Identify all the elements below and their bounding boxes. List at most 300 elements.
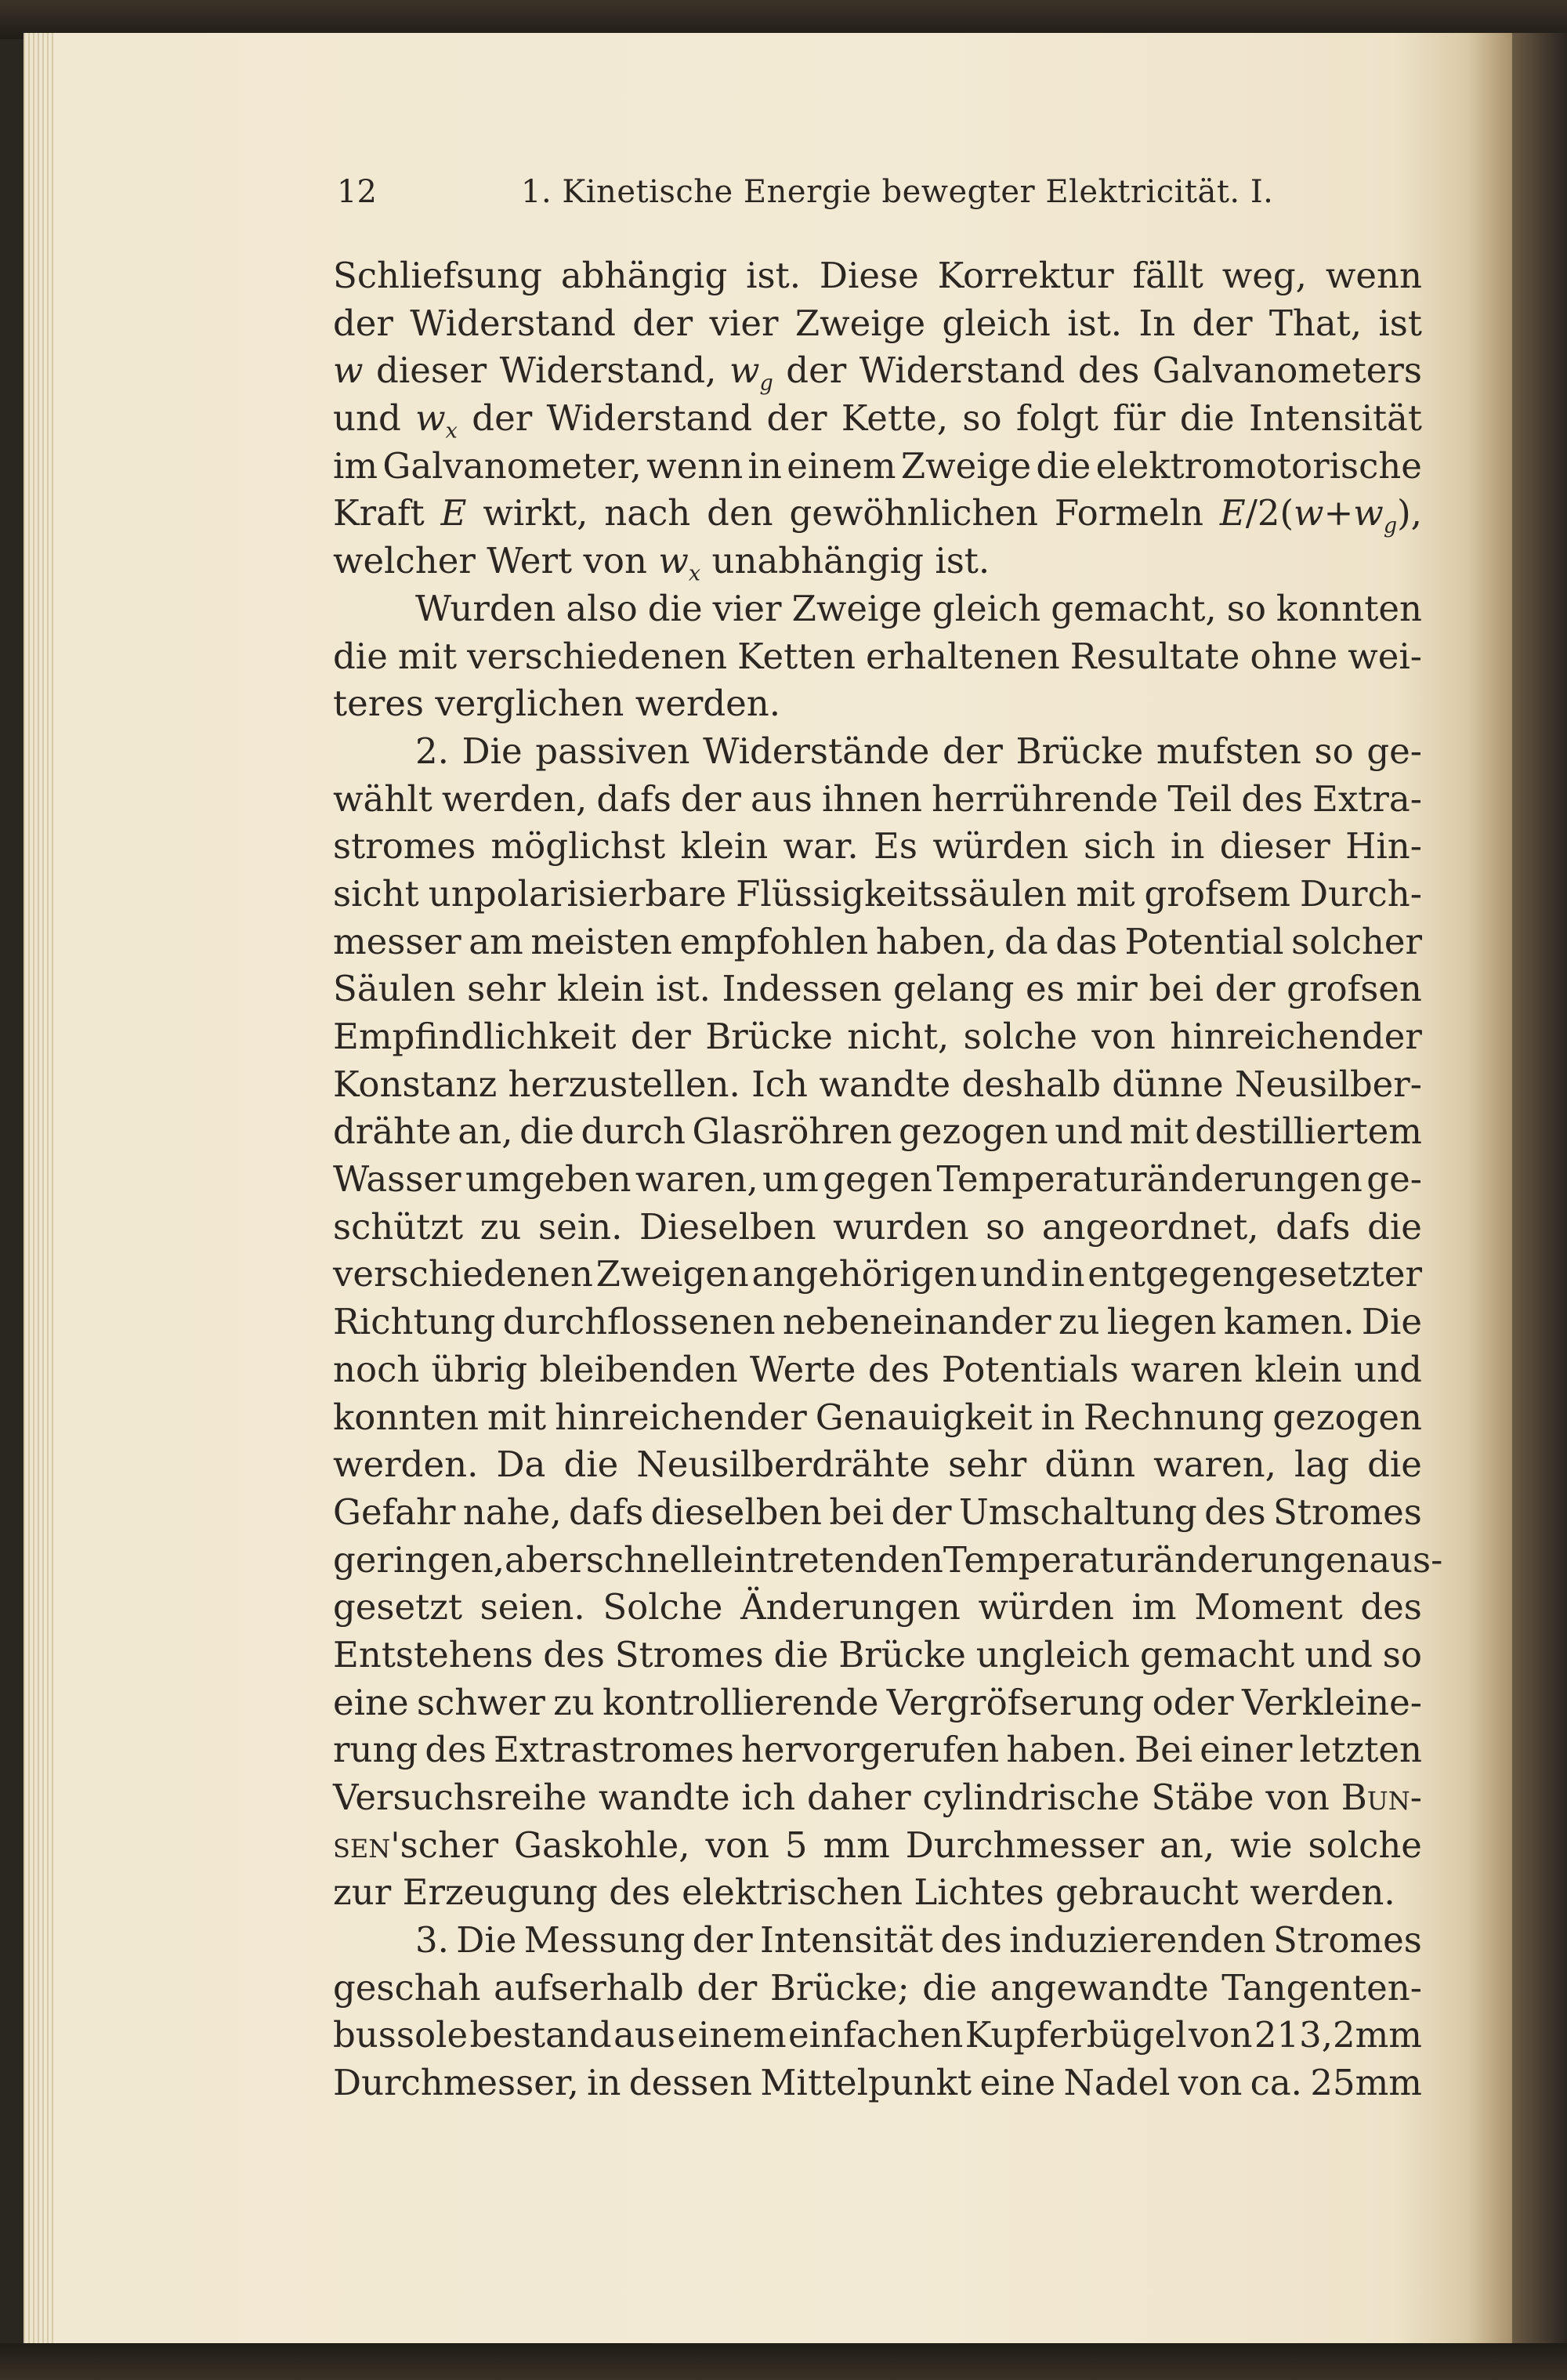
- text-fragment: ca.: [1250, 2062, 1302, 2104]
- text-fragment: es: [1025, 968, 1065, 1010]
- text-fragment: aufserhalb: [494, 1966, 684, 2009]
- text-fragment: Mittelpunkt: [760, 2062, 972, 2104]
- text-fragment: ),: [1397, 492, 1422, 534]
- text-fragment: im: [1131, 1586, 1177, 1628]
- text-fragment: Wasser: [333, 1158, 461, 1201]
- text-fragment: an,: [1160, 1824, 1215, 1866]
- text-fragment: 2.: [415, 730, 449, 772]
- text-fragment: Extrastromes: [494, 1729, 734, 1771]
- text-fragment: Stromes: [1272, 1491, 1422, 1533]
- text-fragment: Durch-: [1299, 872, 1422, 915]
- text-fragment: nebeneinander: [782, 1301, 1051, 1343]
- text-fragment: Konstanz: [333, 1063, 498, 1105]
- math-symbol: w: [415, 397, 446, 440]
- text-fragment: Richtung: [333, 1301, 496, 1343]
- text-fragment: Bun-: [1341, 1777, 1422, 1818]
- text-fragment: mit: [1129, 1110, 1189, 1153]
- text-fragment: vier: [712, 587, 782, 629]
- text-fragment: eintretenden: [712, 1538, 943, 1581]
- text-fragment: seien.: [480, 1586, 585, 1628]
- text-fragment: der: [1214, 968, 1276, 1010]
- text-fragment: hervorgerufen: [740, 1729, 1000, 1771]
- text-fragment: unpolarisierbare: [428, 872, 727, 915]
- text-fragment: sich: [1084, 825, 1156, 868]
- text-fragment: Brücke;: [769, 1966, 910, 2009]
- text-line: [333, 965, 1422, 1013]
- text-fragment: die: [519, 1110, 574, 1153]
- text-fragment: kamen.: [1223, 1301, 1355, 1343]
- text-fragment: meisten: [530, 920, 672, 962]
- text-fragment: aus-: [1369, 1538, 1443, 1581]
- text-fragment: aber: [505, 1538, 586, 1581]
- text-fragment: Kupferbügel: [964, 2014, 1187, 2056]
- text-fragment: gegen: [823, 1158, 933, 1201]
- text-fragment: gezogen: [1272, 1396, 1422, 1438]
- text-fragment: dessen: [628, 2062, 753, 2104]
- text-fragment: umgeben: [465, 1158, 632, 1201]
- text-fragment: ungleich: [975, 1633, 1131, 1675]
- text-fragment: solche: [1308, 1824, 1422, 1866]
- text-fragment: die: [773, 1633, 829, 1675]
- text-fragment: angewandte: [990, 1966, 1209, 2009]
- text-fragment: des: [867, 1348, 930, 1390]
- text-fragment: Korrektur: [937, 255, 1114, 296]
- text-fragment: der: [680, 777, 741, 820]
- text-fragment: des: [1241, 777, 1303, 820]
- text-fragment: destilliertem: [1195, 1110, 1422, 1153]
- text-fragment: ohne: [1250, 635, 1338, 677]
- text-fragment: so: [1226, 587, 1266, 629]
- text-fragment: daher: [806, 1777, 911, 1818]
- text-fragment: des: [1204, 1491, 1266, 1533]
- text-fragment: abhängig: [560, 255, 728, 296]
- text-fragment: in: [587, 2062, 621, 2104]
- text-line: [333, 1965, 1422, 2012]
- text-fragment: welcher: [333, 540, 476, 582]
- text-fragment: Genauigkeit: [815, 1396, 1033, 1438]
- text-fragment: Temperaturänderungen: [943, 1538, 1370, 1581]
- text-fragment: am: [469, 920, 523, 962]
- text-fragment: werden,: [441, 777, 588, 820]
- text-fragment: herzustellen.: [508, 1063, 740, 1105]
- text-fragment: übrig: [431, 1348, 528, 1390]
- text-line: [333, 1299, 1422, 1346]
- text-fragment: wählt: [333, 777, 432, 820]
- text-fragment: Widerstand,: [499, 350, 717, 392]
- text-fragment: Vergröfserung: [886, 1681, 1145, 1723]
- text-fragment: die: [1367, 1444, 1422, 1486]
- text-fragment: Gaskohle,: [514, 1824, 690, 1866]
- text-line: [333, 395, 1422, 443]
- text-fragment: schnell: [585, 1538, 713, 1581]
- text-fragment: Ketten: [737, 635, 856, 677]
- text-fragment: ist.: [656, 968, 711, 1010]
- text-line: [333, 871, 1422, 918]
- math-symbol: E: [440, 492, 467, 534]
- text-line: [333, 1251, 1422, 1299]
- text-fragment: 213,2mm: [1254, 2014, 1422, 2056]
- text-fragment: Resultate: [1069, 635, 1240, 677]
- text-fragment: erhaltenen: [866, 635, 1060, 677]
- text-fragment: der: [697, 1966, 758, 2009]
- text-fragment: Neusilberdrähte: [636, 1444, 930, 1486]
- page-number: 12: [337, 174, 377, 210]
- text-fragment: bleibenden: [539, 1348, 738, 1390]
- text-fragment: unabhängig: [711, 540, 924, 582]
- text-fragment: durch: [581, 1110, 686, 1153]
- text-line: [333, 728, 1422, 776]
- text-line: [333, 1726, 1422, 1774]
- text-fragment: entgegengesetzter: [1087, 1253, 1422, 1295]
- text-fragment: Potential: [1124, 920, 1284, 962]
- text-fragment: sicht: [333, 872, 419, 915]
- text-fragment: /2(: [1245, 492, 1294, 534]
- text-fragment: den: [707, 492, 773, 534]
- text-fragment: bestand: [469, 2014, 612, 2056]
- text-fragment: Zweige: [900, 444, 1032, 487]
- text-fragment: empfohlen: [679, 920, 869, 962]
- text-fragment: Zweige: [791, 587, 922, 629]
- text-fragment: Galvanometers: [1152, 350, 1422, 392]
- text-fragment: deshalb: [961, 1063, 1102, 1105]
- text-fragment: einer: [1200, 1729, 1293, 1771]
- text-fragment: so: [986, 1205, 1026, 1248]
- text-fragment: waren,: [1153, 1444, 1276, 1486]
- text-fragment: +: [1323, 492, 1354, 534]
- text-fragment: von: [1188, 2014, 1253, 2056]
- text-fragment: in: [1171, 825, 1205, 868]
- text-line: [333, 1679, 1422, 1727]
- text-fragment: Stromes: [614, 1633, 764, 1675]
- text-fragment: wei-: [1348, 635, 1422, 677]
- math-symbol: w: [1353, 492, 1384, 534]
- text-fragment: Neusilber-: [1234, 1063, 1422, 1105]
- text-fragment: hinreichender: [1170, 1016, 1422, 1057]
- text-fragment: Werte: [750, 1348, 856, 1390]
- text-fragment: wenn: [646, 444, 744, 487]
- text-fragment: gesetzt: [333, 1586, 463, 1628]
- text-fragment: Stäbe: [1151, 1777, 1254, 1818]
- text-fragment: gebraucht: [1055, 1871, 1239, 1914]
- text-fragment: Widerstände: [703, 730, 930, 772]
- text-line: [333, 1061, 1422, 1109]
- text-line: [333, 1204, 1422, 1252]
- text-fragment: Solche: [603, 1586, 723, 1628]
- text-line: [333, 2059, 1422, 2107]
- text-fragment: Empfindlichkeit: [333, 1016, 617, 1057]
- text-fragment: bussole: [333, 2014, 469, 2056]
- text-fragment: Säulen: [333, 968, 456, 1010]
- text-fragment: des: [543, 1633, 605, 1675]
- text-fragment: von: [1178, 2062, 1243, 2104]
- math-symbol: g: [1383, 513, 1398, 538]
- text-line: [333, 2012, 1422, 2059]
- text-fragment: ist.: [935, 540, 990, 582]
- text-fragment: ihnen: [822, 777, 922, 820]
- text-fragment: zu: [1058, 1301, 1100, 1343]
- text-line: [333, 633, 1422, 681]
- text-fragment: einfachen: [788, 2014, 964, 2056]
- text-fragment: des: [609, 1871, 671, 1914]
- text-fragment: von: [705, 1824, 769, 1866]
- text-fragment: Moment: [1194, 1586, 1343, 1628]
- text-fragment: Extra-: [1312, 777, 1422, 820]
- math-symbol: g: [759, 371, 773, 396]
- page-header: [337, 174, 1418, 221]
- text-line: [333, 300, 1422, 348]
- text-line: [333, 1489, 1422, 1537]
- text-fragment: der: [942, 730, 1003, 772]
- text-fragment: dafs: [568, 1491, 644, 1533]
- text-fragment: Intensität: [760, 1919, 933, 1962]
- text-fragment: und: [1354, 1348, 1422, 1390]
- text-fragment: in: [1051, 1253, 1085, 1295]
- text-fragment: des: [1077, 350, 1140, 392]
- text-fragment: nach: [604, 492, 691, 534]
- running-head: 1. Kinetische Energie bewegter Elektricität. I.: [521, 174, 1274, 210]
- text-fragment: dieser: [1219, 825, 1330, 868]
- text-fragment: die: [333, 635, 388, 677]
- text-fragment: Die: [456, 1919, 517, 1962]
- text-fragment: dieser: [376, 350, 487, 392]
- text-fragment: Schliefsung: [333, 255, 542, 296]
- text-fragment: gemacht: [1140, 1633, 1295, 1675]
- text-fragment: verschiedenen: [333, 1253, 593, 1295]
- math-symbol: w: [729, 350, 760, 392]
- text-fragment: mit: [1076, 872, 1135, 915]
- text-fragment: geringen,: [333, 1538, 505, 1581]
- text-fragment: Kraft: [333, 492, 425, 534]
- text-fragment: Widerstand: [546, 397, 753, 440]
- text-fragment: angehörigen: [751, 1253, 978, 1295]
- text-line: [333, 1394, 1422, 1442]
- text-fragment: dafs: [596, 777, 671, 820]
- text-fragment: That,: [1268, 302, 1363, 344]
- text-fragment: Hin-: [1345, 825, 1422, 868]
- text-fragment: vier: [709, 302, 779, 344]
- text-fragment: haben.: [1006, 1729, 1127, 1771]
- text-fragment: letzten: [1299, 1729, 1422, 1771]
- text-fragment: verschiedenen: [467, 635, 728, 677]
- text-fragment: dieselben: [650, 1491, 823, 1533]
- text-fragment: Diese: [819, 255, 919, 296]
- text-fragment: um: [762, 1158, 819, 1201]
- text-fragment: zu: [553, 1681, 595, 1723]
- text-fragment: weg,: [1221, 255, 1307, 296]
- text-fragment: Durchmesser,: [333, 2062, 579, 2104]
- text-fragment: und: [1305, 1633, 1373, 1675]
- text-fragment: noch: [333, 1348, 420, 1390]
- text-fragment: an,: [458, 1110, 513, 1153]
- math-symbol: w: [333, 350, 364, 392]
- text-fragment: induzierenden: [1009, 1919, 1266, 1962]
- text-fragment: wandte: [819, 1063, 951, 1105]
- text-fragment: teres: [333, 683, 424, 725]
- text-fragment: dünn: [1044, 1444, 1136, 1486]
- text-fragment: sehr: [948, 1444, 1027, 1486]
- text-fragment: würden: [932, 825, 1069, 868]
- text-fragment: von: [1265, 1777, 1330, 1818]
- text-fragment: haben,: [875, 920, 997, 962]
- text-fragment: wie: [1230, 1824, 1293, 1866]
- text-fragment: grofsen: [1287, 968, 1422, 1010]
- text-fragment: Flüssigkeitssäulen: [736, 872, 1067, 915]
- text-fragment: Brücke: [705, 1016, 833, 1057]
- math-symbol: x: [445, 418, 458, 444]
- text-fragment: werden.: [635, 683, 781, 725]
- text-fragment: Nadel: [1063, 2062, 1171, 2104]
- text-fragment: schützt: [333, 1205, 464, 1248]
- text-fragment: lag: [1294, 1444, 1350, 1486]
- text-line: [333, 1013, 1422, 1061]
- text-fragment: werden.: [333, 1444, 479, 1486]
- text-fragment: elektrischen: [682, 1871, 903, 1914]
- text-fragment: der: [891, 1491, 952, 1533]
- math-symbol: E: [1219, 492, 1246, 534]
- text-line: [333, 1774, 1422, 1822]
- page-stack-edge: [24, 33, 55, 2349]
- body-text: [333, 252, 1443, 2107]
- text-fragment: waren: [1131, 1348, 1243, 1390]
- text-fragment: der: [333, 302, 393, 344]
- text-fragment: durchflossenen: [502, 1301, 776, 1343]
- text-fragment: konnten: [333, 1396, 480, 1438]
- text-fragment: mir: [1076, 968, 1138, 1010]
- text-fragment: Galvanometer,: [382, 444, 642, 487]
- text-fragment: die: [922, 1966, 978, 2009]
- text-line: [333, 680, 1422, 728]
- text-fragment: in: [747, 444, 782, 487]
- text-line: [333, 1869, 1422, 1917]
- text-fragment: Versuchsreihe: [333, 1777, 588, 1818]
- text-fragment: liegen: [1106, 1301, 1217, 1343]
- text-fragment: Zweige: [794, 302, 926, 344]
- text-fragment: Entstehens: [333, 1633, 534, 1675]
- text-fragment: solcher: [1291, 920, 1422, 962]
- text-fragment: ist.: [1067, 302, 1123, 344]
- text-fragment: elektromotorische: [1095, 444, 1422, 487]
- text-fragment: Wert: [487, 540, 573, 582]
- text-fragment: Rechnung: [1083, 1396, 1265, 1438]
- text-line: [333, 1537, 1443, 1585]
- text-fragment: waren,: [635, 1158, 758, 1201]
- text-fragment: Die: [461, 730, 523, 772]
- text-fragment: Stromes: [1272, 1919, 1422, 1962]
- text-fragment: wandte: [598, 1777, 730, 1818]
- text-line: [333, 1632, 1422, 1679]
- text-line: [333, 538, 1422, 585]
- text-line: [333, 1346, 1422, 1394]
- text-fragment: einem: [787, 444, 896, 487]
- text-line: [333, 252, 1422, 300]
- text-fragment: grofsem: [1144, 872, 1291, 915]
- text-line: [333, 1917, 1422, 1965]
- text-fragment: Wurden: [415, 587, 556, 629]
- text-fragment: Tangenten-: [1221, 1966, 1422, 2009]
- text-fragment: die: [1036, 444, 1091, 487]
- text-fragment: da: [1004, 920, 1048, 962]
- text-line: [333, 585, 1422, 633]
- text-fragment: Erzeugung: [402, 1871, 598, 1914]
- text-fragment: würden: [978, 1586, 1114, 1628]
- text-fragment: eine: [979, 2062, 1056, 2104]
- text-line: [333, 347, 1422, 395]
- text-fragment: eine: [333, 1681, 409, 1723]
- book-cover-bottom: [0, 2343, 1567, 2380]
- text-fragment: also: [566, 587, 638, 629]
- text-fragment: so: [1314, 730, 1354, 772]
- text-fragment: ist: [1378, 302, 1422, 344]
- math-symbol: w: [1294, 492, 1324, 534]
- text-fragment: bei: [1149, 968, 1204, 1010]
- text-fragment: ist.: [746, 255, 802, 296]
- text-fragment: nicht,: [847, 1016, 950, 1057]
- text-fragment: mm: [823, 1824, 890, 1866]
- text-fragment: der: [632, 302, 693, 344]
- text-fragment: fällt: [1132, 255, 1203, 296]
- text-fragment: kontrollierende: [603, 1681, 879, 1723]
- text-fragment: schwer: [416, 1681, 545, 1723]
- text-fragment: Indessen: [722, 968, 882, 1010]
- text-fragment: drähte: [333, 1110, 451, 1153]
- text-fragment: wenn: [1325, 255, 1422, 296]
- text-fragment: Glasröhren: [692, 1110, 892, 1153]
- text-fragment: sehr: [467, 968, 546, 1010]
- text-fragment: im: [333, 444, 378, 487]
- text-fragment: nahe,: [462, 1491, 562, 1533]
- text-fragment: Gefahr: [333, 1491, 456, 1533]
- text-fragment: Messung: [523, 1919, 686, 1962]
- math-symbol: w: [658, 540, 689, 582]
- text-fragment: Widerstand: [859, 350, 1066, 392]
- text-fragment: möglichst: [490, 825, 666, 868]
- text-fragment: solche: [963, 1016, 1078, 1057]
- text-fragment: 3.: [415, 1919, 449, 1962]
- text-fragment: die: [563, 1444, 619, 1486]
- text-fragment: Die: [1361, 1301, 1422, 1343]
- text-fragment: Es: [874, 825, 917, 868]
- text-fragment: und: [1055, 1110, 1124, 1153]
- text-fragment: des: [425, 1729, 487, 1771]
- text-fragment: folgt: [1015, 397, 1098, 440]
- text-fragment: geschah: [333, 1966, 481, 2009]
- text-fragment: Änderungen: [740, 1586, 961, 1628]
- text-fragment: Intensität: [1249, 397, 1422, 440]
- text-fragment: die: [1179, 397, 1235, 440]
- text-fragment: ge-: [1366, 1158, 1422, 1201]
- text-fragment: ge-: [1366, 730, 1422, 772]
- text-fragment: gleich: [932, 587, 1041, 629]
- text-fragment: der: [472, 397, 533, 440]
- text-fragment: ich: [741, 1777, 796, 1818]
- text-fragment: passiven: [535, 730, 690, 772]
- text-fragment: der: [766, 397, 827, 440]
- text-fragment: Zweigen: [595, 1253, 749, 1295]
- text-fragment: Durchmesser: [905, 1824, 1145, 1866]
- text-fragment: die: [1367, 1205, 1422, 1248]
- text-fragment: 'scher: [390, 1824, 499, 1866]
- text-fragment: Da: [496, 1444, 546, 1486]
- text-line: [333, 1441, 1422, 1489]
- text-fragment: Lichtes: [914, 1871, 1044, 1914]
- text-fragment: angeordnet,: [1041, 1205, 1259, 1248]
- text-fragment: dünne: [1112, 1063, 1224, 1105]
- text-fragment: sen: [333, 1824, 391, 1866]
- text-fragment: klein: [680, 825, 769, 868]
- text-fragment: aus: [750, 777, 812, 820]
- text-fragment: zur: [333, 1871, 392, 1914]
- text-fragment: des: [940, 1919, 1002, 1962]
